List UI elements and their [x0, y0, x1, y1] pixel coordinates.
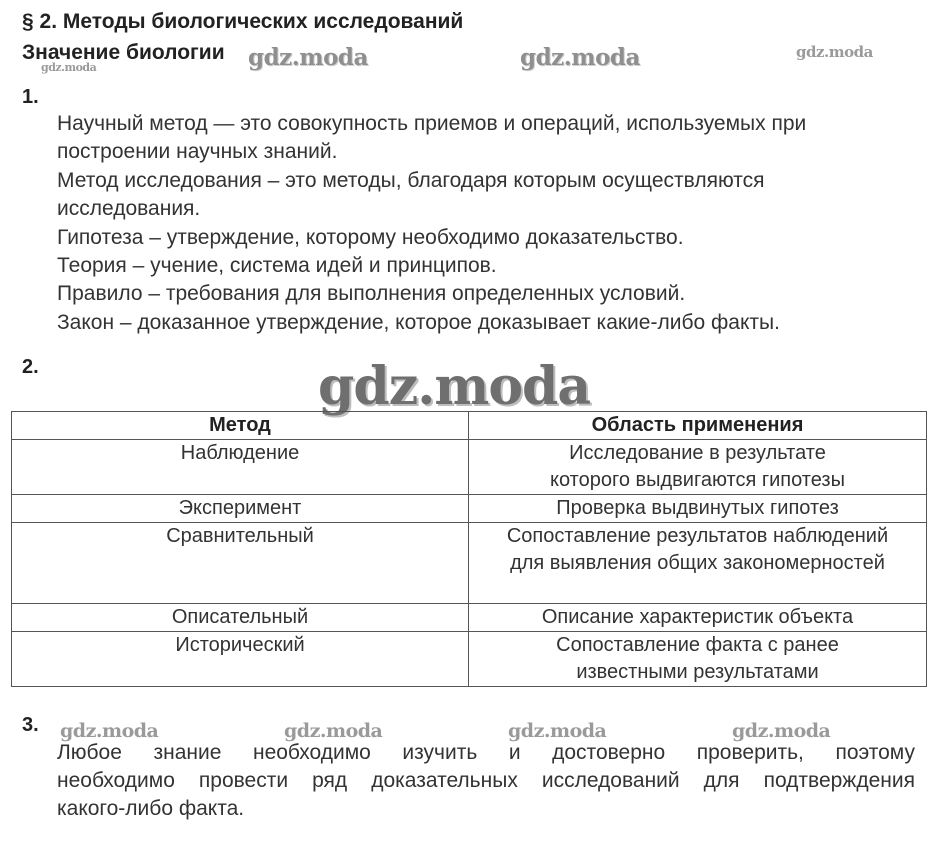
table-row [12, 632, 927, 687]
method-cell: Исторический [12, 632, 469, 687]
answer-line: Закон – доказанное утверждение, которое доказывает какие-либо факты. [57, 310, 780, 334]
application-cell: Проверка выдвинутых гипотез [469, 495, 927, 523]
table-row [12, 495, 927, 523]
method-cell: Описательный [12, 604, 469, 632]
watermark: gdz.moda [60, 720, 159, 742]
answer-line: Научный метод — это совокупность приемов и операций, используемых при [57, 112, 807, 135]
answer-line: построении научных знаний. [57, 140, 338, 164]
application-cell: Описание характеристик объекта [469, 604, 927, 632]
method-cell: Эксперимент [12, 495, 469, 523]
watermark: gdz.moda [41, 61, 97, 74]
application-cell: Сопоставление результатов наблюдений для выявления общих закономерностей [469, 523, 927, 604]
watermark: gdz.moda [318, 356, 591, 417]
answer-line: необходимо провести ряд доказательных исследований для подтверждения [57, 769, 915, 792]
answer-line: Любое знание необходимо изучить и достоверно проверить, поэтому [57, 741, 915, 764]
watermark: gdz.moda [796, 43, 873, 61]
method-cell: Сравнительный [12, 523, 469, 604]
section-title: § 2. Методы биологических исследований [22, 10, 464, 33]
question-number: 1. [22, 86, 39, 108]
answer-line: какого-либо факта. [57, 797, 245, 820]
answer-line: Гипотеза – утверждение, которому необходимо доказательство. [57, 225, 684, 249]
answer-line: Правило – требования для выполнения определенных условий. [57, 282, 686, 306]
table-row [12, 604, 927, 632]
question-1-answer [57, 110, 917, 337]
subsection-title: Значение биологии [22, 41, 225, 64]
watermark: gdz.moda [520, 44, 640, 71]
table-row [12, 440, 927, 495]
table-row [12, 523, 927, 604]
table-header-row [12, 412, 927, 440]
question-number: 2. [22, 356, 39, 378]
column-header: Метод [12, 412, 469, 440]
application-cell: Сопоставление факта с ранее известными результатами [469, 632, 927, 687]
methods-table [11, 411, 927, 687]
answer-line: исследования. [57, 197, 201, 221]
watermark: gdz.moda [732, 720, 831, 742]
question-3-answer [57, 739, 915, 823]
answer-line: Теория – учение, система идей и принципов. [57, 254, 497, 278]
application-cell: Исследование в результате которого выдвигаются гипотезы [469, 440, 927, 495]
watermark: gdz.moda [508, 720, 607, 742]
method-cell: Наблюдение [12, 440, 469, 495]
watermark: gdz.moda [248, 44, 368, 71]
column-header: Область применения [469, 412, 927, 440]
answer-line: Метод исследования – это методы, благодаря которым осуществляются [57, 168, 765, 192]
question-number: 3. [22, 714, 39, 736]
watermark: gdz.moda [284, 720, 383, 742]
